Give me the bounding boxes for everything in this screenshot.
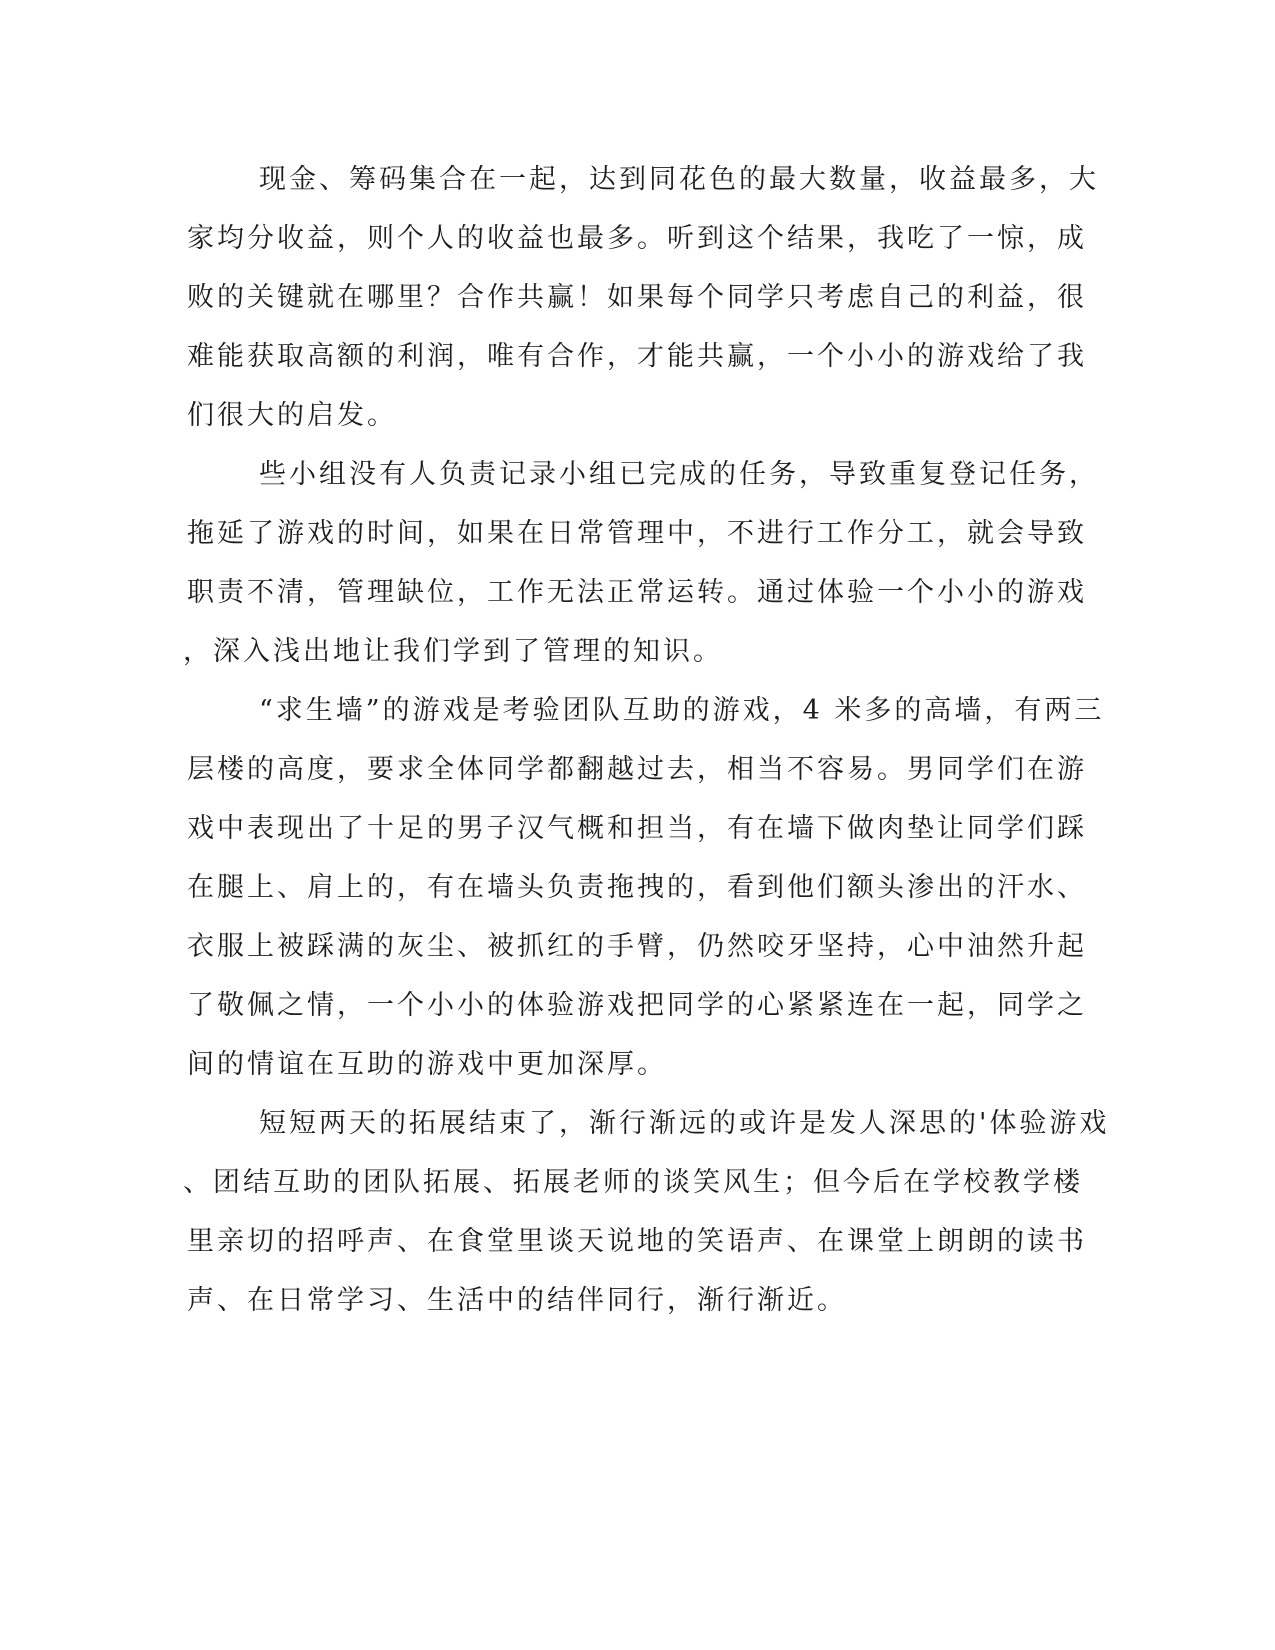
text-line: 了敬佩之情，一个小小的体验游戏把同学的心紧紧连在一起，同学之 xyxy=(187,990,1087,1021)
text-line: 层楼的高度，要求全体同学都翻越过去，相当不容易。男同学们在游 xyxy=(187,754,1087,785)
document-body xyxy=(183,150,1110,1330)
text-line: 败的关键就在哪里？合作共赢！如果每个同学只考虑自己的利益，很 xyxy=(187,282,1087,313)
text-line: 些小组没有人负责记录小组已完成的任务，导致重复登记任务， xyxy=(259,459,1099,490)
text-line: 声、在日常学习、生活中的结伴同行，渐行渐近。 xyxy=(187,1285,847,1316)
text-line: 间的情谊在互助的游戏中更加深厚。 xyxy=(187,1049,667,1080)
text-line: 戏中表现出了十足的男子汉气概和担当，有在墙下做肉垫让同学们踩 xyxy=(187,813,1087,844)
text-line: 在腿上、肩上的，有在墙头负责拖拽的，看到他们额头渗出的汗水、 xyxy=(187,872,1087,903)
text-line: 衣服上被踩满的灰尘、被抓红的手臂，仍然咬牙坚持，心中油然升起 xyxy=(187,931,1087,962)
text-line: ，深入浅出地让我们学到了管理的知识。 xyxy=(183,636,723,667)
text-line: 职责不清，管理缺位，工作无法正常运转。通过体验一个小小的游戏 xyxy=(187,577,1087,608)
text-line: 短短两天的拓展结束了，渐行渐远的或许是发人深思的'体验游戏 xyxy=(259,1108,1110,1139)
paragraph-cooperation xyxy=(187,150,1099,445)
paragraph-survival-wall xyxy=(187,681,1105,1094)
paragraph-conclusion xyxy=(183,1094,1110,1330)
text-line: “求生墙”的游戏是考验团队互助的游戏，4 米多的高墙，有两三 xyxy=(259,695,1105,726)
text-line: 里亲切的招呼声、在食堂里谈天说地的笑语声、在课堂上朗朗的读书 xyxy=(187,1226,1087,1257)
text-line: 们很大的启发。 xyxy=(187,400,397,431)
text-line: 现金、筹码集合在一起，达到同花色的最大数量，收益最多，大 xyxy=(259,164,1099,195)
text-line: 拖延了游戏的时间，如果在日常管理中，不进行工作分工，就会导致 xyxy=(187,518,1087,549)
text-line: 难能获取高额的利润，唯有合作，才能共赢，一个小小的游戏给了我 xyxy=(187,341,1087,372)
paragraph-management xyxy=(183,445,1099,681)
text-line: 、团结互助的团队拓展、拓展老师的谈笑风生；但今后在学校教学楼 xyxy=(183,1167,1083,1198)
text-line: 家均分收益，则个人的收益也最多。听到这个结果，我吃了一惊，成 xyxy=(187,223,1087,254)
